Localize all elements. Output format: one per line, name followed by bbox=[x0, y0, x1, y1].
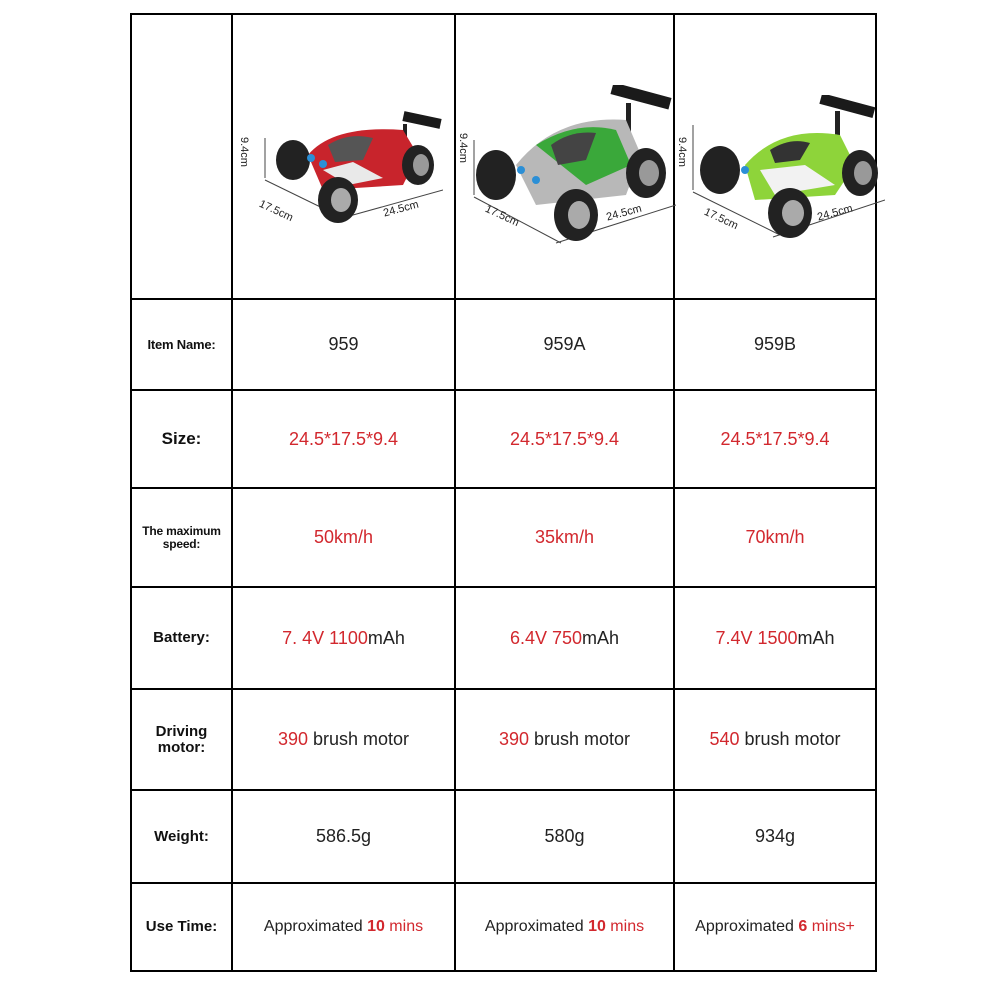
header-empty-cell bbox=[132, 15, 233, 300]
row-label-use-time: Use Time: bbox=[132, 884, 233, 970]
item-name-959: 959 bbox=[233, 300, 456, 391]
width-dimension-label: 17.5cm bbox=[257, 197, 295, 225]
width-dimension-label: 17.5cm bbox=[702, 205, 740, 233]
product-image-cell-959a bbox=[456, 15, 675, 300]
height-dimension-label: 9.4cm bbox=[676, 137, 688, 167]
product-image-cell-959 bbox=[233, 15, 456, 300]
battery-959: 7. 4V 1100mAh bbox=[233, 588, 456, 690]
length-dimension-label: 24.5cm bbox=[816, 202, 855, 224]
length-dimension-label: 24.5cm bbox=[382, 198, 421, 220]
weight-959b: 934g bbox=[675, 791, 875, 884]
size-959a: 24.5*17.5*9.4 bbox=[456, 391, 675, 489]
item-name-959b: 959B bbox=[675, 300, 875, 391]
motor-959a: 390 brush motor bbox=[456, 690, 675, 791]
motor-959: 390 brush motor bbox=[233, 690, 456, 791]
row-label-max-speed: The maximum speed: bbox=[132, 489, 233, 588]
row-label-weight: Weight: bbox=[132, 791, 233, 884]
max-speed-959b: 70km/h bbox=[675, 489, 875, 588]
battery-959b: 7.4V 1500mAh bbox=[675, 588, 875, 690]
row-label-driving-motor: Driving motor: bbox=[132, 690, 233, 791]
item-name-959a: 959A bbox=[456, 300, 675, 391]
product-image-cell-959b bbox=[675, 15, 875, 300]
length-dimension-label: 24.5cm bbox=[605, 202, 644, 224]
size-959: 24.5*17.5*9.4 bbox=[233, 391, 456, 489]
height-dimension-label: 9.4cm bbox=[238, 137, 250, 167]
motor-959b: 540 brush motor bbox=[675, 690, 875, 791]
row-label-size: Size: bbox=[132, 391, 233, 489]
product-image-959a bbox=[456, 15, 673, 298]
product-image-959b bbox=[675, 15, 875, 298]
use-time-959a: Approximated 10 mins bbox=[456, 884, 675, 970]
battery-959a: 6.4V 750mAh bbox=[456, 588, 675, 690]
green-silver-buggy-icon bbox=[466, 85, 676, 245]
spec-comparison-table bbox=[130, 13, 877, 972]
row-label-item-name: Item Name: bbox=[132, 300, 233, 391]
size-959b: 24.5*17.5*9.4 bbox=[675, 391, 875, 489]
height-dimension-label: 9.4cm bbox=[457, 133, 469, 163]
weight-959a: 580g bbox=[456, 791, 675, 884]
row-label-battery: Battery: bbox=[132, 588, 233, 690]
use-time-959b: Approximated 6 mins+ bbox=[695, 918, 855, 935]
weight-959: 586.5g bbox=[233, 791, 456, 884]
max-speed-959: 50km/h bbox=[233, 489, 456, 588]
width-dimension-label: 17.5cm bbox=[483, 202, 521, 230]
use-time-959: Approximated 10 mins bbox=[233, 884, 456, 970]
product-image-959 bbox=[233, 15, 454, 298]
max-speed-959a: 35km/h bbox=[456, 489, 675, 588]
